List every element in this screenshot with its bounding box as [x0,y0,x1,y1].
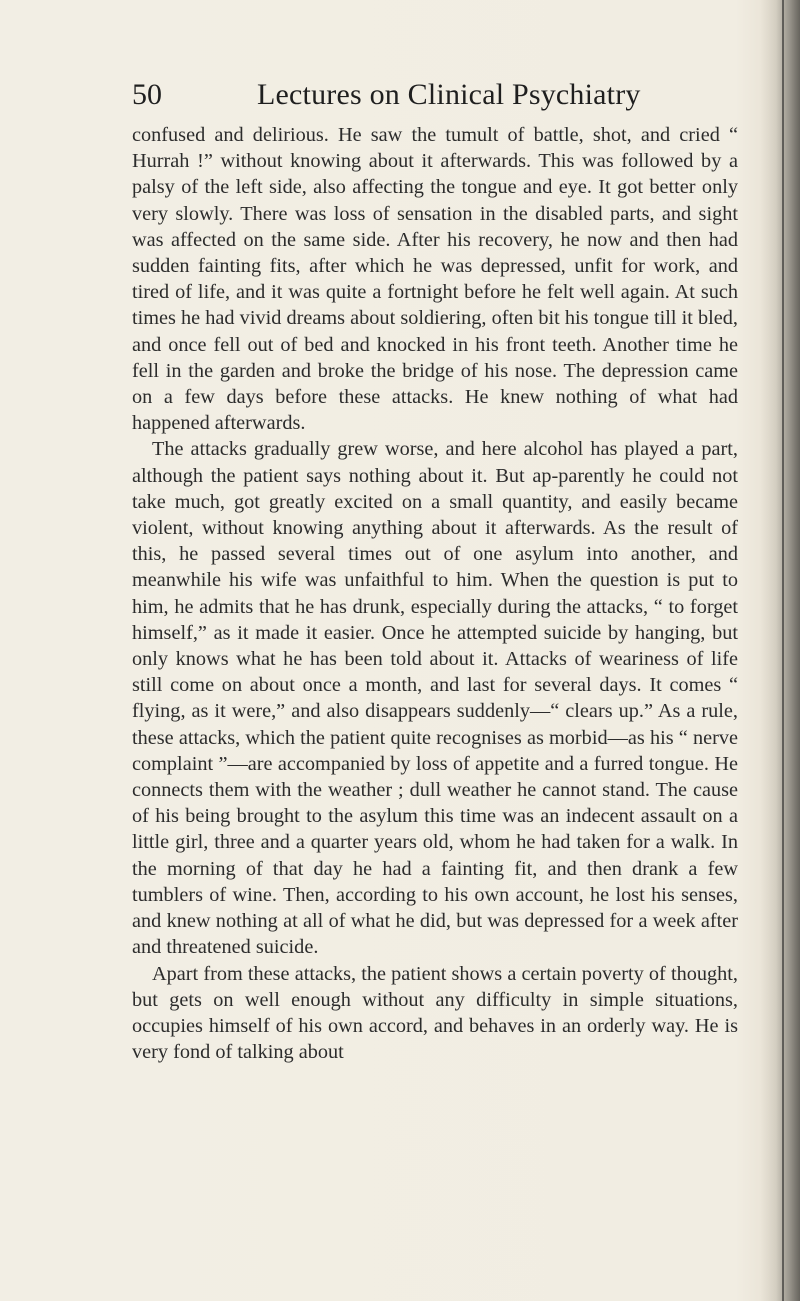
running-head [132,70,652,120]
paragraph: The attacks gradually grew worse, and here alcohol has played a part, although the patient says nothing about it. But ap-parently he could not take much, got greatly excited on a small quantity, and easily became violent, without knowing anything about it afterwards. As the result of this, he passed several times out of one asylum into another, and meanwhile his wife was unfaithful to him. When the question is put to him, he admits that he has drunk, especially during the attacks, “ to forget himself,” as it made it easier. Once he attempted suicide by hanging, but only knows what he has been told about it. Attacks of weariness of life still come on about once a month, and last for several days. It comes “ flying, as it were,” and also disappears suddenly—“ clears up.” As a rule, these attacks, which the patient quite recognises as morbid—as his “ nerve complaint ”—are accompanied by loss of appetite and a furred tongue. He connects them with the weather ; dull weather he cannot stand. The cause of his being brought to the asylum this time was an indecent assault on a little girl, three and a quarter years old, whom he had taken for a walk. In the morning of that day he had a fainting fit, and then drank a few tumblers of wine. Then, according to his own account, he lost his senses, and knew nothing at all of what he did, but was depressed for a week after and threatened suicide. [132,438,738,959]
running-title: Lectures on Clinical Psychiatry [257,78,641,111]
paragraph: Apart from these attacks, the patient shows a certain poverty of thought, but gets on well enough without any difficulty in simple situations, occupies himself of his own accord, and behaves in an orderly way. He is very fond of talking about [132,962,738,1064]
body-text [132,122,738,1065]
paragraph-continued: confused and delirious. He saw the tumult of battle, shot, and cried “ Hurrah !” without knowing about it afterwards. This was followed by a palsy of the left side, also affecting the tongue and eye. It got better only very slowly. There was loss of sensation in the disabled parts, and sight was affected on the same side. After his recovery, he now and then had sudden fainting fits, after which he was depressed, unfit for work, and tired of life, and it was quite a fortnight before he felt well again. At such times he had vivid dreams about soldiering, often bit his tongue till it bled, and once fell out of bed and knocked in his front teeth. Another time he fell in the garden and broke the bridge of his nose. The depression came on a few days before these attacks. He knew nothing of what had happened afterwards. [132,124,738,435]
binding-edge-line [782,0,784,1301]
binding-gutter-shadow [760,0,800,1301]
page-number: 50 [132,78,162,111]
